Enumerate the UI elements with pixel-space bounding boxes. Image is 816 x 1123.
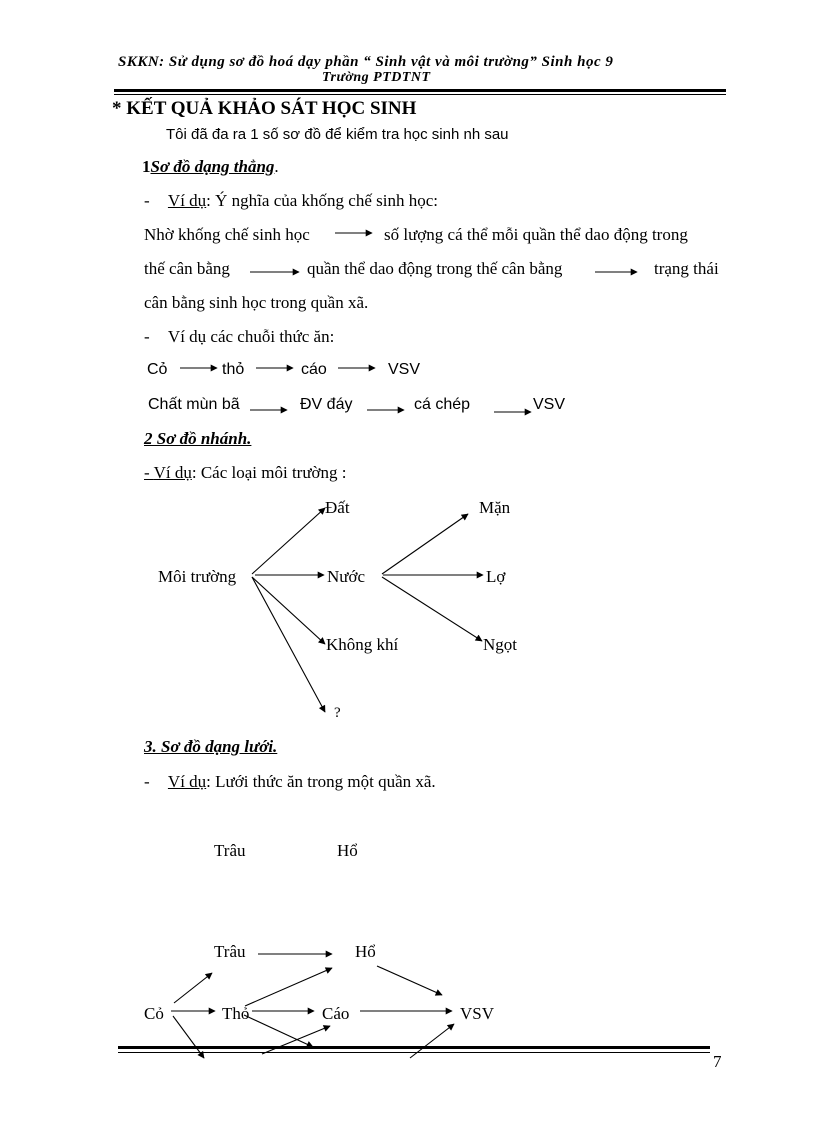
intro-text: Tôi đã đa ra 1 số sơ đồ để kiểm tra học sinh nh sau — [166, 126, 509, 143]
section-2-title: 2 Sơ đồ nhánh. — [144, 429, 252, 448]
node-ngot: Ngọt — [483, 635, 517, 654]
para-1-b: số lượng cá thể mỗi quần thể dao động trong — [384, 225, 688, 244]
node-dat: Đất — [325, 498, 350, 517]
node-man: Mặn — [479, 498, 511, 517]
example-1-dash: - — [144, 191, 150, 210]
page-number: 7 — [713, 1052, 722, 1071]
node-nuoc: Nước — [327, 567, 366, 586]
web-node-vsv: VSV — [460, 1004, 495, 1023]
example-1 — [144, 191, 438, 211]
web-node-cao: Cáo — [322, 1004, 350, 1023]
header-rule-thin — [114, 94, 726, 95]
example-4-label: Ví dụ — [167, 772, 207, 791]
example-1-text: : Ý nghĩa của khống chế sinh học: — [206, 191, 438, 210]
example-3-text: : Các loại môi trường : — [191, 463, 347, 482]
chain-2-node: ĐV đáy — [300, 396, 353, 413]
node-khong-khi: Không khí — [326, 635, 399, 654]
section-1-heading — [142, 157, 279, 177]
para-2-b: quần thể dao động trong thế cân bằng — [307, 259, 563, 278]
section-title: * KẾT QUẢ KHẢO SÁT HỌC SINH — [112, 98, 417, 119]
food-web-top-label: Hổ — [337, 841, 358, 860]
arrow — [244, 1015, 313, 1047]
header-rule-thick — [114, 89, 726, 92]
food-web-top-label: Trâu — [214, 841, 246, 860]
arrow — [174, 973, 212, 1003]
para-2-a: thế cân bằng — [144, 259, 230, 278]
header-line-2: Trường PTDTNT — [322, 70, 431, 85]
section-3-title: 3. Sơ đồ dạng lưới. — [144, 737, 278, 756]
example-1-label: Ví dụ — [167, 191, 207, 210]
example-3 — [144, 463, 347, 483]
example-2-text: Ví dụ các chuỗi thức ăn: — [167, 327, 335, 346]
node-lo: Lợ — [486, 567, 506, 586]
footer-rule-thick — [118, 1046, 710, 1049]
chain-2-node: Chất mùn bã — [148, 396, 240, 413]
web-node-trau: Trâu — [214, 942, 246, 961]
example-4 — [144, 772, 436, 792]
example-2-dash: - — [144, 327, 150, 346]
example-4-dash: - — [144, 772, 150, 791]
chain-1-node: cáo — [301, 361, 327, 378]
arrow — [382, 577, 482, 641]
section-1-title: Sơ đồ dạng thẳng — [150, 157, 275, 176]
web-node-co: Cỏ — [144, 1004, 164, 1023]
arrow — [245, 968, 332, 1006]
node-moi-truong: Môi trường — [158, 567, 237, 586]
example-3-label: Ví dụ — [153, 463, 192, 482]
node-unknown: ? — [334, 705, 341, 721]
section-1-period: . — [274, 157, 279, 176]
example-2 — [144, 327, 334, 347]
para-1-a: Nhờ khống chế sinh học — [144, 225, 310, 244]
chain-1-node: VSV — [388, 361, 421, 378]
section-1-number: 1 — [142, 157, 151, 176]
web-node-tho: Thỏ — [222, 1004, 250, 1023]
web-node-ho: Hổ — [355, 942, 376, 961]
para-3: cân bằng sinh học trong quần xã. — [144, 293, 369, 312]
para-2-c: trạng thái — [654, 259, 719, 278]
example-3-dash: - — [144, 463, 154, 482]
chain-2-node: VSV — [533, 396, 566, 413]
arrow — [262, 1026, 330, 1054]
arrow — [252, 577, 325, 644]
chain-2-node: cá chép — [414, 396, 471, 413]
arrow — [252, 508, 325, 574]
example-4-text: : Lưới thức ăn trong một quần xã. — [206, 772, 436, 791]
footer-rule-thin — [118, 1052, 710, 1053]
arrow — [252, 577, 325, 712]
chain-1-node: Cỏ — [147, 361, 168, 378]
arrow — [382, 514, 468, 574]
chain-1-node: thỏ — [222, 361, 245, 378]
arrow — [377, 966, 442, 995]
header-line-1: SKKN: Sử dụng sơ đồ hoá dạy phần “ Sinh vật và môi trường” Sinh học 9 — [118, 54, 614, 70]
